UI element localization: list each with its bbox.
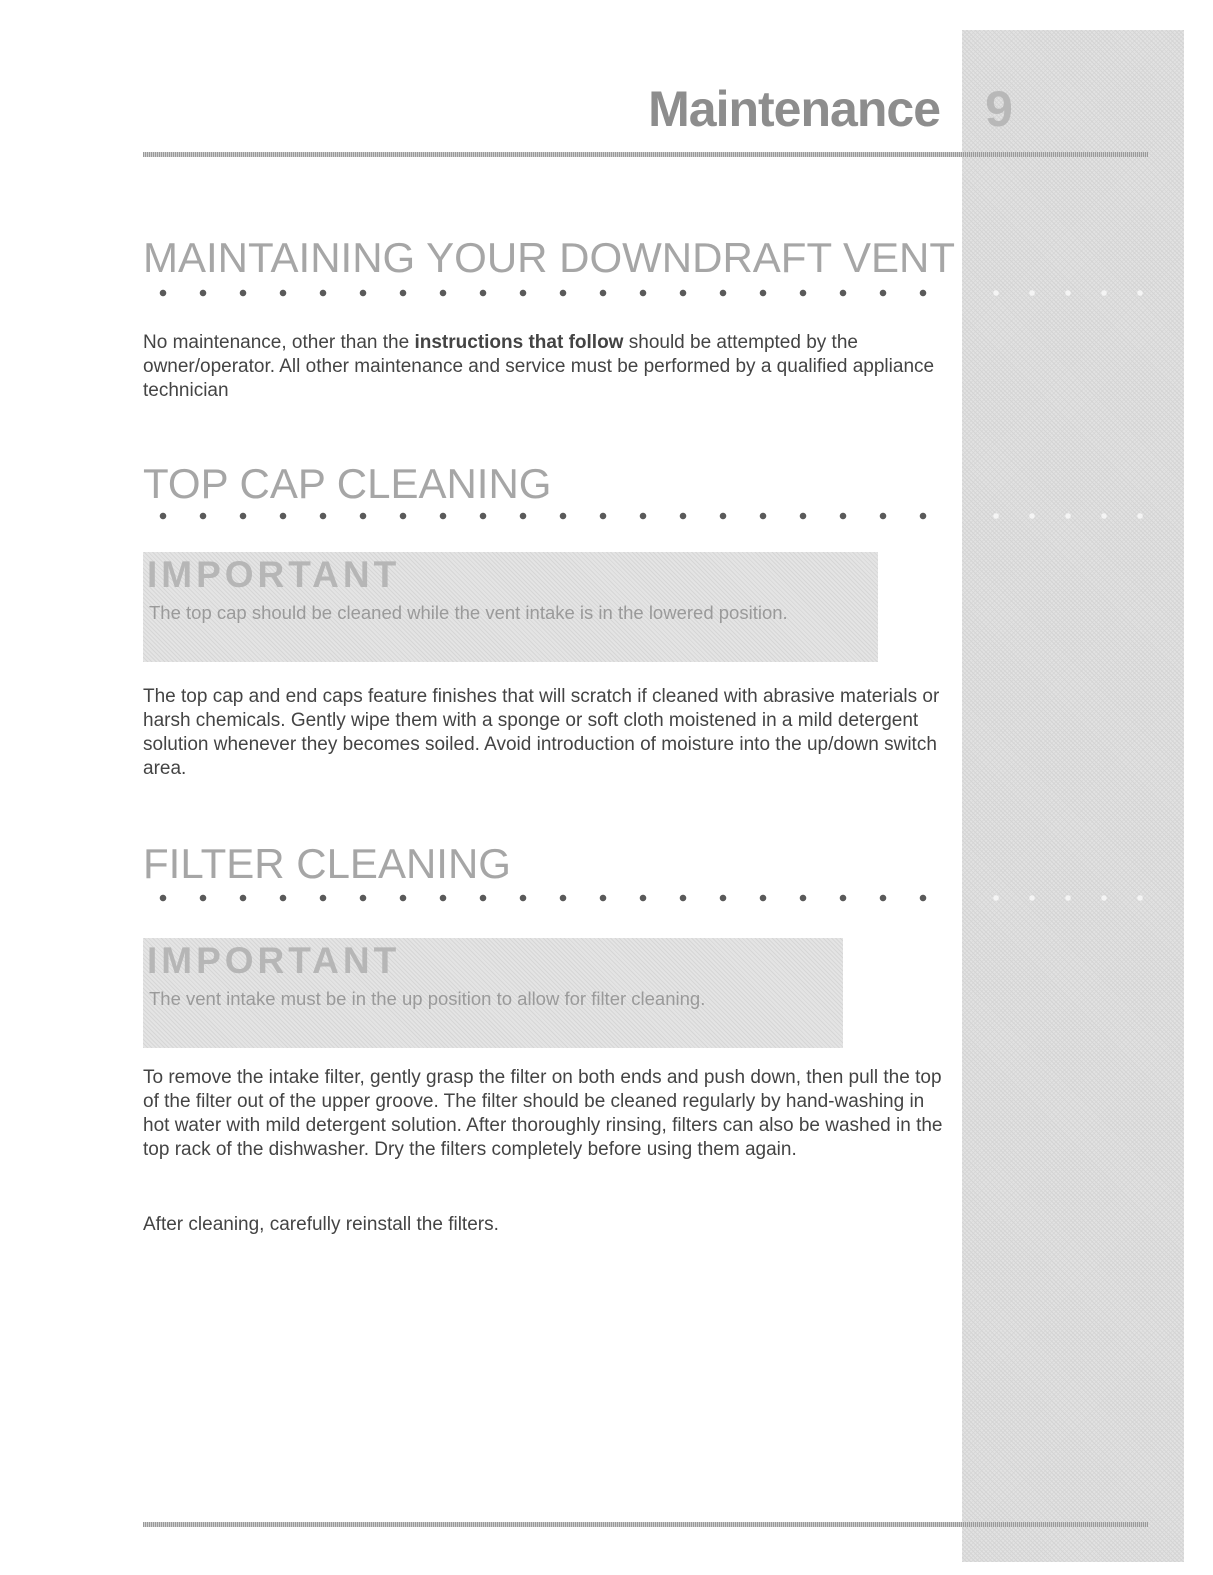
section-title-top-cap: TOP CAP CLEANING (143, 460, 552, 507)
important-notice-filter (143, 938, 843, 1048)
chapter-side-tab (962, 30, 1184, 1562)
important-text: The top cap should be cleaned while the vent intake is in the lowered position. (149, 602, 788, 623)
important-notice-top-cap (143, 552, 878, 662)
important-label: IMPORTANT (147, 554, 401, 595)
intro-emphasis: instructions that follow (414, 332, 624, 353)
section-title-maintaining: MAINTAINING YOUR DOWNDRAFT VENT (143, 234, 956, 281)
page-header-title: Maintenance (648, 81, 940, 137)
side-dot-divider (978, 290, 1158, 296)
section-dot-divider (143, 289, 943, 297)
filter-cleaning-paragraph: To remove the intake filter, gently grasp the filter on both ends and push down, then pull the top of the filter out of the upper groove. The filter should be cleaned regularly by hand-washing in hot water with mild detergent solution. After thoroughly rinsing, filters can also be washed in the top rack of the dishwasher. Dry the filters completely before using them again. (143, 1067, 943, 1160)
intro-text-rest: should be attempted by the owner/operator. All other maintenance and service must be performed by a qualified appliance technician (143, 332, 935, 401)
side-dot-divider (978, 895, 1158, 901)
section-dot-divider (143, 894, 943, 902)
maintenance-intro-paragraph (143, 331, 943, 403)
side-dot-divider (978, 513, 1158, 519)
section-title-filter: FILTER CLEANING (143, 840, 511, 887)
intro-text: No maintenance, other than the (143, 332, 415, 353)
top-cap-cleaning-paragraph: The top cap and end caps feature finishes that will scratch if cleaned with abrasive materials or harsh chemicals. Gently wipe them with a sponge or soft cloth moistened in a mild detergent solution whenever they becomes soiled. Avoid introduction of moisture into the up/down switch area. (143, 686, 940, 779)
filter-reinstall-note: After cleaning, carefully reinstall the filters. (143, 1214, 499, 1235)
section-dot-divider (143, 512, 943, 520)
important-label: IMPORTANT (147, 940, 401, 981)
footer-rule (143, 1522, 1148, 1527)
important-text: The vent intake must be in the up position to allow for filter cleaning. (149, 988, 706, 1009)
header-rule (143, 152, 1148, 157)
chapter-number: 9 (985, 81, 1013, 137)
